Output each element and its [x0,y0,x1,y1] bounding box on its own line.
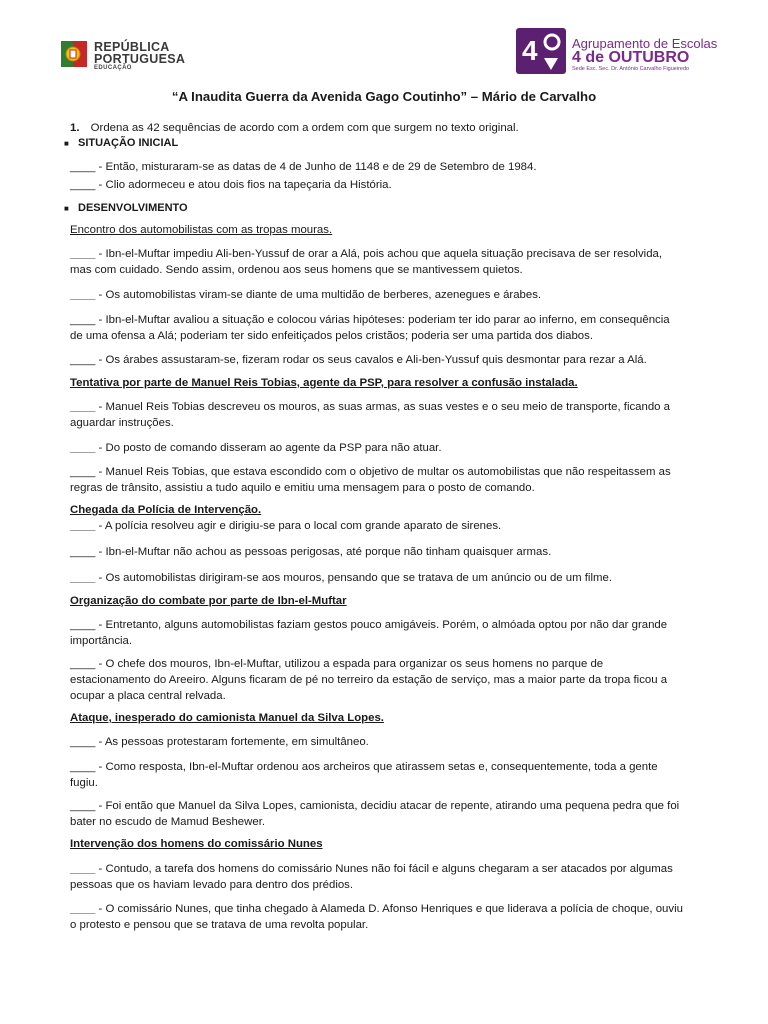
agrupamento-logo [516,28,716,74]
list-item [70,862,702,878]
list-item-continued: mas com cuidado. Sendo assim, ordenou aos seus homens que se mantivessem quietos. [70,264,523,276]
answer-blank[interactable]: ____ [70,619,96,631]
item-text: - Os árabes assustaram-se, fizeram rodar os seus cavalos e Ali-ben-Yussuf quis desmontar para rezar a Alá. [95,354,647,366]
logo-line-2: PORTUGUESA [94,52,186,66]
answer-blank[interactable]: ____ [70,903,96,915]
agrupamento-sede: Sede Esc. Sec. Dr. António Carvalho Figueiredo [572,66,690,72]
list-item [70,247,702,263]
answer-blank[interactable]: ____ [70,354,96,366]
list-item [70,545,702,561]
agrupamento-title: Agrupamento de Escolas [572,36,718,51]
list-item-continued: fugiu. [70,777,98,789]
list-item [70,571,702,587]
item-text: - Então, misturaram-se as datas de 4 de Junho de 1148 e de 29 de Setembro de 1984. [95,161,537,173]
answer-blank[interactable]: ____ [70,520,96,532]
list-item-continued: pessoas que os haviam levado para dentro dos prédios. [70,879,354,891]
list-item [70,178,702,194]
answer-blank[interactable]: ____ [70,179,96,191]
item-text: - Contudo, a tarefa dos homens do comissário Nunes não foi fácil e alguns chegaram a ser atacados por algumas [95,863,673,875]
answer-blank[interactable]: ____ [70,401,96,413]
item-text: - Ibn-el-Muftar impediu Ali-ben-Yussuf de orar a Alá, pois achou que aquela situação precisava de ser resolvida, [95,248,663,260]
section-desenvolvimento: DESENVOLVIMENTO [78,202,188,214]
answer-blank[interactable]: ____ [70,800,96,812]
list-item [70,657,702,673]
list-item [70,760,702,776]
page-title: “A Inaudita Guerra da Avenida Gago Coutinho” – Mário de Carvalho [171,89,597,104]
svg-text:4: 4 [522,35,538,66]
item-text: - Foi então que Manuel da Silva Lopes, camionista, decidiu atacar de repente, atirando uma pequena pedra que foi [95,800,680,812]
republica-portuguesa-logo [60,38,200,78]
item-text: - O comissário Nunes, que tinha chegado à Alameda D. Afonso Henriques e que liderava a polícia de choque, ouviu [95,903,683,915]
logo-sub: EDUCAÇÃO [94,65,132,71]
item-text: - As pessoas protestaram fortemente, em simultâneo. [95,736,369,748]
list-item-continued: de uma ofensa a Alá; poderiam ter sido enfeitiçados pelos cristãos; poderia ser uma partida dos diabos. [70,330,594,342]
list-item-continued: bater no escudo de Mamud Beshewer. [70,816,266,828]
list-item-continued: o protesto e pensou que se tratava de uma revolta popular. [70,919,369,931]
subsection-ataque: Ataque, inesperado do camionista Manuel da Silva Lopes. [70,712,384,724]
subsection-intervencao: Intervenção dos homens do comissário Nunes [70,838,323,850]
item-text: - Clio adormeceu e atou dois fios na tapeçaria da História. [95,179,392,191]
item-text: - Do posto de comando disseram ao agente da PSP para não atuar. [95,442,442,454]
subsection-chegada: Chegada da Polícia de Intervenção. [70,504,262,516]
list-item [70,160,702,176]
subsection-organizacao: Organização do combate por parte de Ibn-el-Muftar [70,595,347,607]
list-item [70,353,702,369]
answer-blank[interactable]: ____ [70,248,96,260]
answer-blank[interactable]: ____ [70,314,96,326]
list-item [70,288,702,304]
section-situacao: SITUAÇÃO INICIAL [78,137,179,149]
item-text: - Os automobilistas dirigiram-se aos mouros, pensando que se tratava de um anúncio ou de um filme. [95,572,612,584]
subsection-encontro: Encontro dos automobilistas com as tropas mouras. [70,224,333,236]
list-item [70,465,702,481]
answer-blank[interactable]: ____ [70,161,96,173]
list-item [70,400,702,416]
answer-blank[interactable]: ____ [70,546,96,558]
answer-blank[interactable]: ____ [70,761,96,773]
logo-line-1: REPÚBLICA [94,40,170,54]
school-emblem-icon [516,28,566,74]
item-text: - Ibn-el-Muftar não achou as pessoas perigosas, até porque não tinham quaisquer armas. [95,546,552,558]
list-item [70,313,702,329]
item-text: - O chefe dos mouros, Ibn-el-Muftar, utilizou a espada para organizar os seus homens no parque de [95,658,604,670]
question-text: Ordena as 42 sequências de acordo com a ordem com que surgem no texto original. [90,122,519,134]
answer-blank[interactable]: ____ [70,466,96,478]
list-item [70,799,702,815]
list-item-continued: regras de trânsito, assistiu a tudo aquilo e emitiu uma mensagem para o posto de comando. [70,482,535,494]
question-line [70,121,702,137]
item-text: - Entretanto, alguns automobilistas faziam gestos pouco amigáveis. Porém, o almóada optou por não dar grande [95,619,668,631]
agrupamento-name: 4 de OUTUBRO [572,49,690,66]
answer-blank[interactable]: ____ [70,442,96,454]
item-text: - Manuel Reis Tobias, que estava escondido com o objetivo de multar os automobilistas que não respeitassem as [95,466,671,478]
question-number: 1. [70,122,80,134]
bullet-icon: ■ [64,204,69,213]
list-item [70,735,702,751]
answer-blank[interactable]: ____ [70,736,96,748]
answer-blank[interactable]: ____ [70,658,96,670]
answer-blank[interactable]: ____ [70,289,96,301]
subsection-tentativa: Tentativa por parte de Manuel Reis Tobias, agente da PSP, para resolver a confusão instalada. [70,377,578,389]
item-text: - A polícia resolveu agir e dirigiu-se para o local com grande aparato de sirenes. [95,520,502,532]
list-item [70,902,702,918]
list-item [70,441,702,457]
item-text: - Os automobilistas viram-se diante de uma multidão de berberes, azenegues e árabes. [95,289,542,301]
bullet-icon: ■ [64,139,69,148]
list-item-continued: estacionamento do Areeiro. Alguns ficaram de pé no terreiro da estação de serviço, mas a maior parte da tropa ficou a [70,674,668,686]
list-item-continued: ocupar a placa central relvada. [70,690,226,702]
list-item [70,618,702,634]
answer-blank[interactable]: ____ [70,572,96,584]
portugal-flag-icon [60,38,90,72]
item-text: - Manuel Reis Tobias descreveu os mouros, as suas armas, as suas vestes e o seu meio de transporte, ficando a [95,401,671,413]
list-item-continued: importância. [70,635,133,647]
item-text: - Como resposta, Ibn-el-Muftar ordenou aos archeiros que atirassem setas e, consequentemente, toda a gente [95,761,658,773]
list-item-continued: aguardar instruções. [70,417,174,429]
answer-blank[interactable]: ____ [70,863,96,875]
item-text: - Ibn-el-Muftar avaliou a situação e colocou várias hipóteses: poderiam ter ido parar ao inferno, em consequência [95,314,670,326]
list-item [70,519,702,535]
